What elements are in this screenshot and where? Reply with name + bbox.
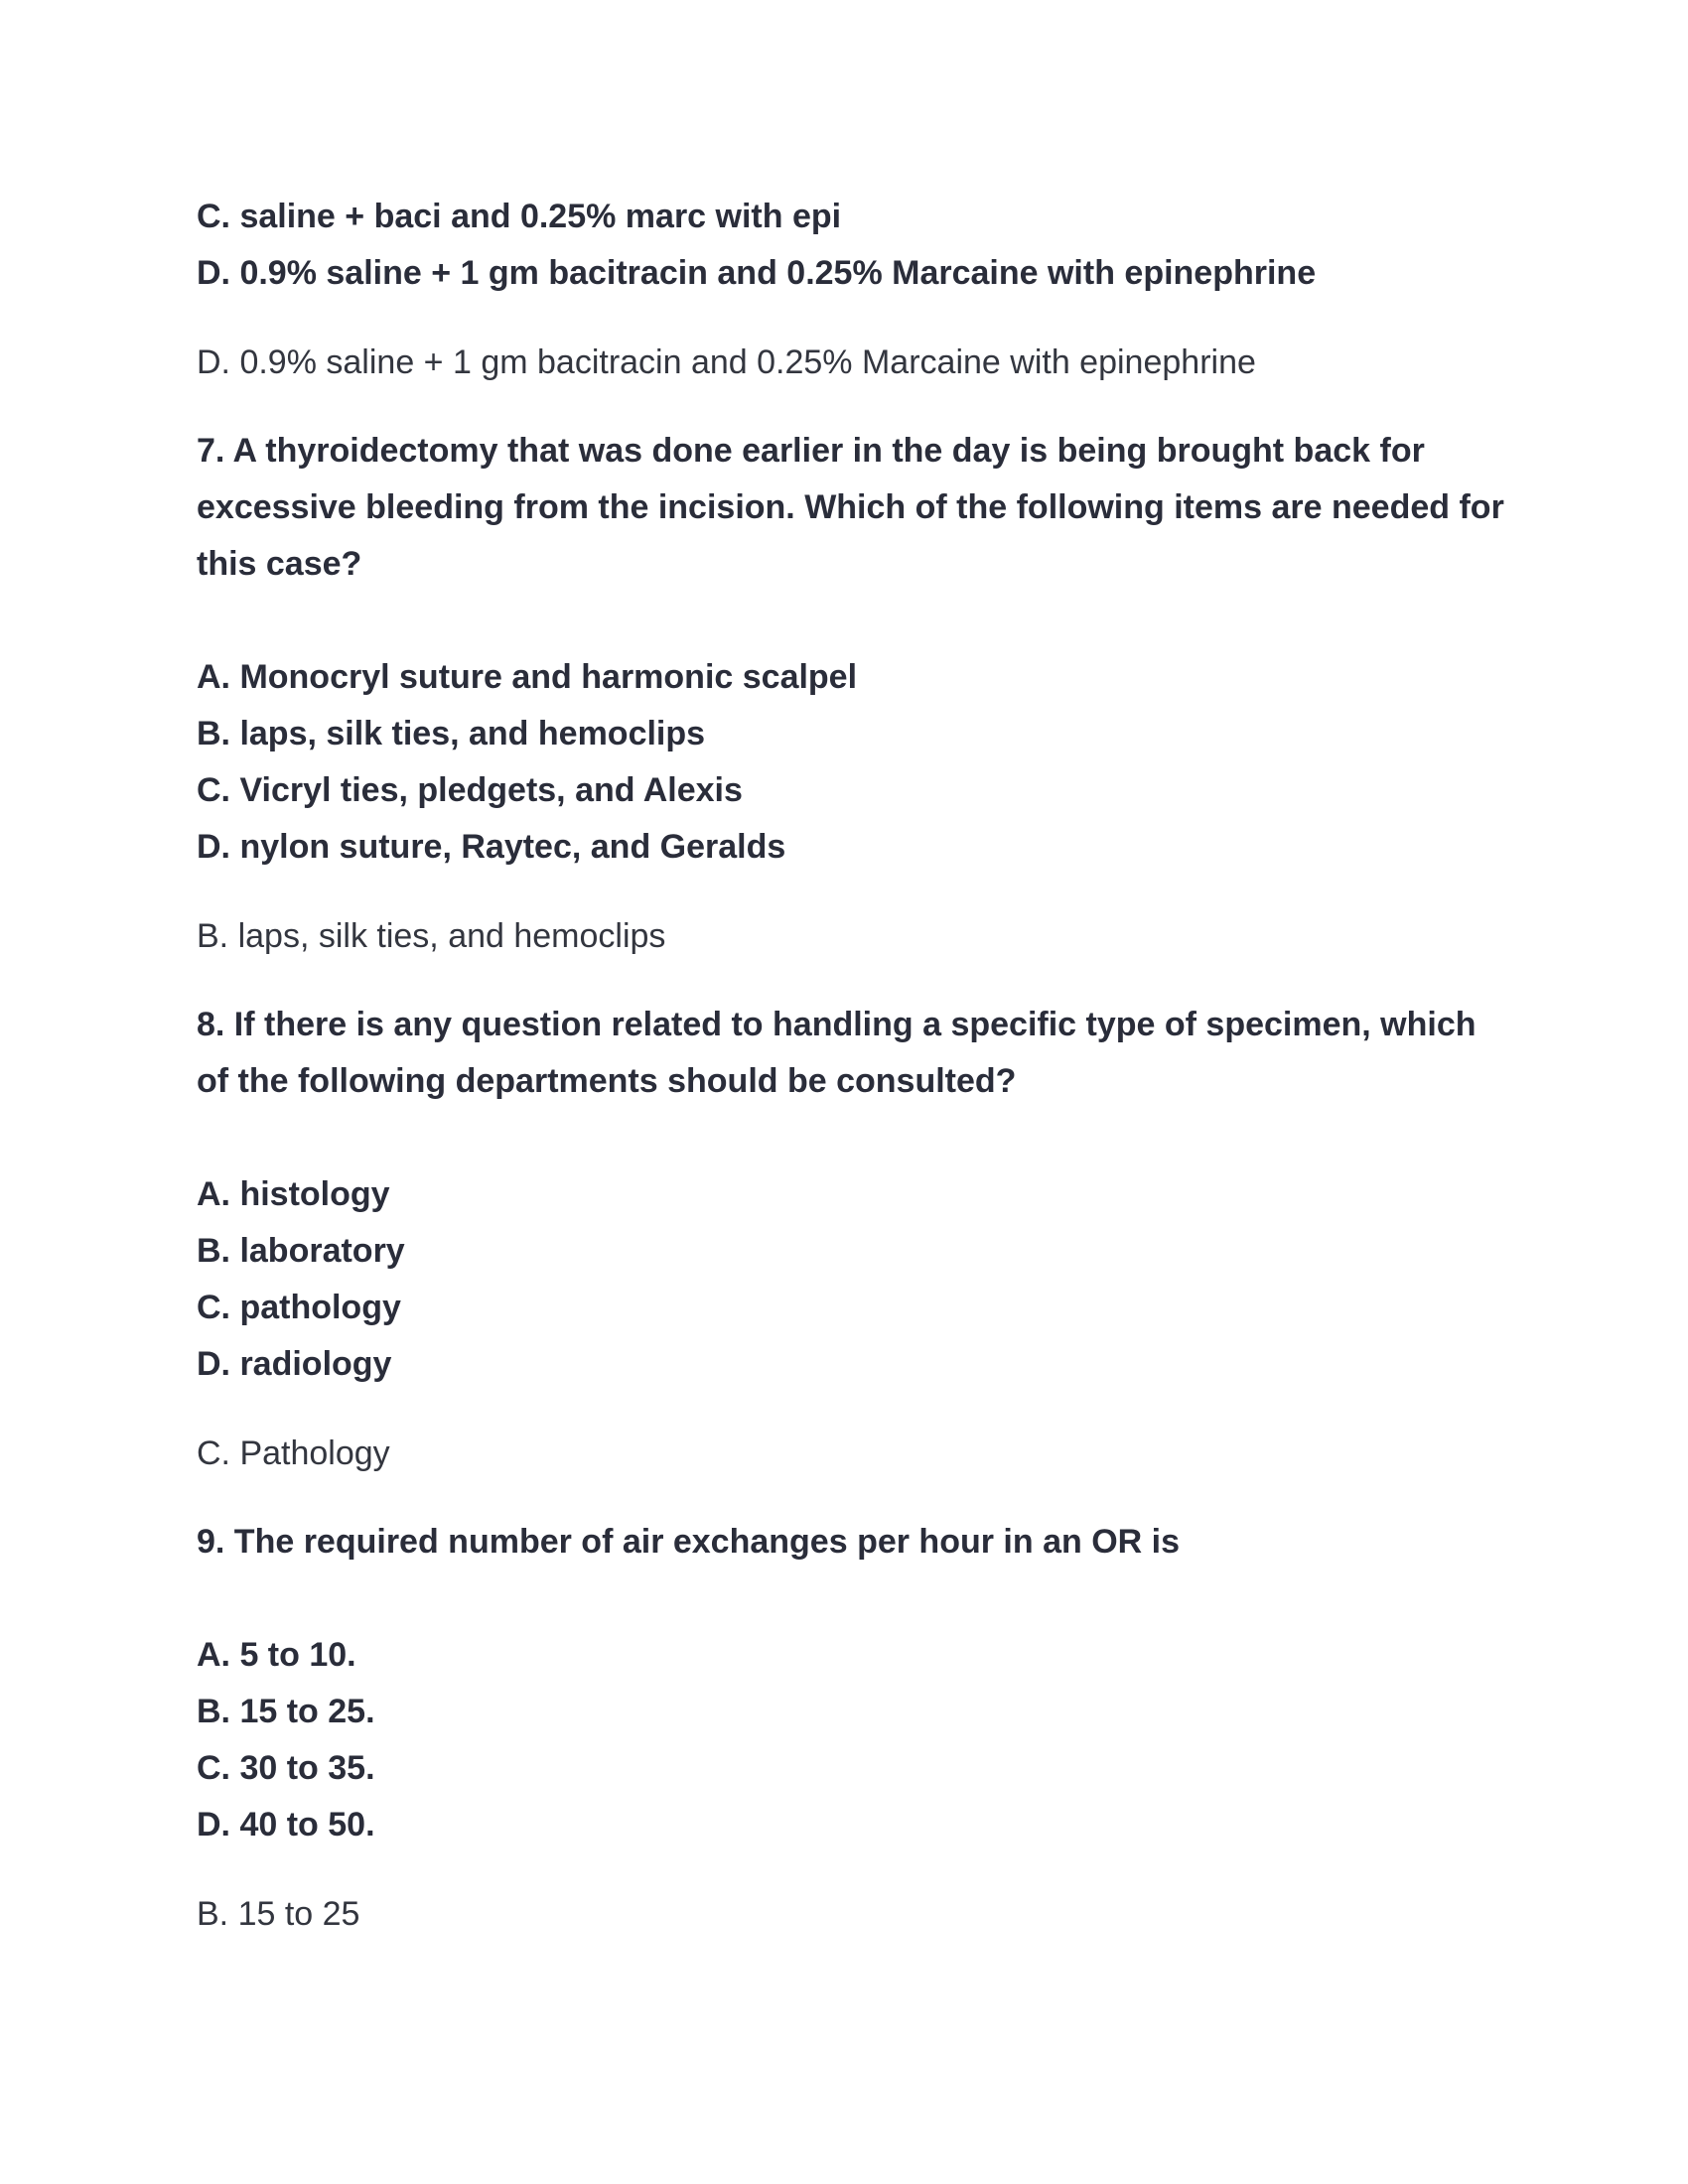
answer-line: B. laps, silk ties, and hemoclips: [197, 917, 666, 955]
option-line: C. 30 to 35.: [197, 1749, 375, 1787]
option-line: C. saline + baci and 0.25% marc with epi: [197, 198, 842, 235]
question-line: 9. The required number of air exchanges per hour in an OR is: [197, 1523, 1181, 1561]
question-line: 8. If there is any question related to handling a specific type of specimen, which: [197, 1006, 1477, 1043]
option-line: D. 0.9% saline + 1 gm bacitracin and 0.25% Marcaine with epinephrine: [197, 254, 1317, 292]
option-line: D. radiology: [197, 1345, 392, 1383]
question-line: excessive bleeding from the incision. Which of the following items are needed for: [197, 488, 1504, 526]
option-line: C. Vicryl ties, pledgets, and Alexis: [197, 771, 743, 809]
option-line: A. Monocryl suture and harmonic scalpel: [197, 658, 858, 696]
option-line: B. laps, silk ties, and hemoclips: [197, 715, 706, 752]
option-line: D. nylon suture, Raytec, and Geralds: [197, 828, 786, 866]
question-line: this case?: [197, 545, 362, 583]
answer-line: B. 15 to 25: [197, 1895, 360, 1933]
option-line: B. 15 to 25.: [197, 1693, 375, 1730]
option-line: D. 40 to 50.: [197, 1806, 375, 1843]
option-line: A. histology: [197, 1175, 390, 1213]
question-line: 7. A thyroidectomy that was done earlier in the day is being brought back for: [197, 432, 1425, 470]
answer-line: C. Pathology: [197, 1434, 390, 1472]
question-line: of the following departments should be consulted?: [197, 1062, 1017, 1100]
answer-line: D. 0.9% saline + 1 gm bacitracin and 0.25% Marcaine with epinephrine: [197, 343, 1256, 381]
option-line: B. laboratory: [197, 1232, 405, 1270]
option-line: C. pathology: [197, 1289, 401, 1326]
option-line: A. 5 to 10.: [197, 1636, 356, 1674]
